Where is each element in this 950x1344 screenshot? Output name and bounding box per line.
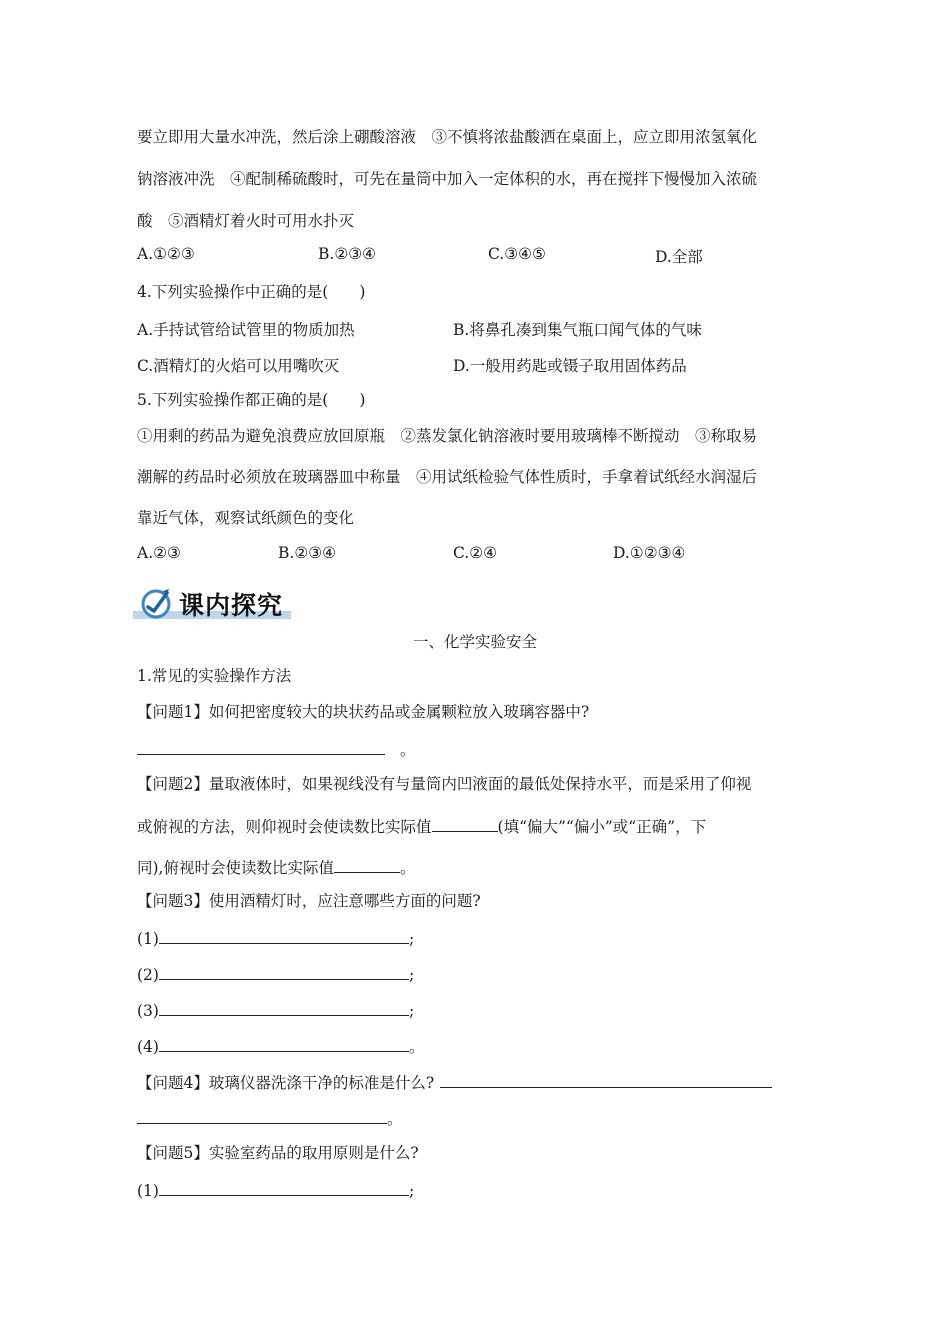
problem-2-line-3 [137, 856, 416, 878]
q3-text-1: 要立即用大量水冲洗，然后涂上硼酸溶液 ③不慎将浓盐酸洒在桌面上，应立即用浓氢氧化 [137, 128, 758, 146]
q3-option-b: B.②③④ [318, 245, 377, 263]
answer-blank[interactable] [137, 738, 385, 755]
problem-5-item-1 [137, 1179, 414, 1201]
q4-option-b: B.将鼻孔凑到集气瓶口闻气体的气味 [453, 321, 702, 339]
problem-2-text-2a: 或俯视的方法，则仰视时会使读数比实际值 [137, 818, 432, 836]
pencil-check-icon [139, 587, 173, 619]
q3-option-d: D.全部 [655, 248, 703, 266]
problem-2-text-2 [137, 815, 706, 837]
problem-3-label: 【问题3】使用酒精灯时，应注意哪些方面的问题? [137, 892, 481, 910]
q3-option-a: A.①②③ [137, 245, 195, 263]
item-number: (1) [137, 930, 159, 948]
problem-3-item-2 [137, 963, 414, 985]
punctuation: ; [408, 1002, 415, 1020]
section-banner [133, 583, 295, 623]
q3-line-1 [137, 127, 813, 147]
item-number: (4) [137, 1038, 159, 1056]
answer-blank[interactable] [440, 1071, 772, 1088]
problem-3-item-3 [137, 999, 414, 1021]
punctuation: 。 [399, 741, 416, 759]
problem-2-text-2b: (填“偏大”“偏小”或“正确”，下 [497, 818, 707, 836]
answer-blank[interactable] [159, 927, 409, 944]
q4-option-a: A.手持试管给试管里的物质加热 [137, 321, 355, 339]
punctuation: 。 [387, 1110, 403, 1128]
q5-option-c: C.②④ [453, 544, 498, 562]
problem-3-item-1 [137, 927, 414, 949]
problem-1-answer-line [137, 738, 415, 760]
q5-line-3: 靠近气体，观察试纸颜色的变化 [137, 509, 355, 527]
punctuation: ; [408, 1182, 415, 1200]
q5-line-1 [137, 426, 813, 446]
q5-option-b: B.②③④ [278, 544, 337, 562]
q4-option-c: C.酒精灯的火焰可以用嘴吹灭 [137, 357, 340, 375]
q5-stem: 5.下列实验操作都正确的是( ) [137, 391, 366, 409]
problem-4-line-1 [137, 1071, 772, 1093]
subsection-title: 1.常见的实验操作方法 [137, 667, 292, 685]
q5-text-2: 潮解的药品时必须放在玻璃器皿中称量 ④用试纸检验气体性质时，手拿着试纸经水润湿后 [137, 468, 758, 486]
answer-blank[interactable] [137, 1107, 387, 1124]
answer-blank-downward[interactable] [334, 856, 400, 873]
answer-blank-upward[interactable] [432, 815, 498, 832]
answer-blank[interactable] [159, 1179, 409, 1196]
answer-blank[interactable] [159, 999, 409, 1016]
q3-text-2: 钠溶液冲洗 ④配制稀硫酸时，可先在量筒中加入一定体积的水，再在搅拌下慢慢加入浓硫 [137, 170, 758, 188]
q3-line-2 [137, 169, 813, 189]
punctuation: 。 [408, 1038, 425, 1056]
problem-4-label: 【问题4】玻璃仪器洗涤干净的标准是什么? [137, 1074, 435, 1092]
item-number: (3) [137, 1002, 159, 1020]
q4-option-d: D.一般用药匙或镊子取用固体药品 [453, 357, 687, 375]
punctuation: ; [408, 966, 415, 984]
problem-2-text-3a: 同),俯视时会使读数比实际值 [137, 859, 334, 877]
problem-2-text-3b: 。 [399, 859, 416, 877]
problem-2-line-1 [137, 774, 813, 794]
q5-option-d: D.①②③④ [613, 544, 686, 562]
problem-3-item-4 [137, 1035, 424, 1057]
answer-blank[interactable] [159, 963, 409, 980]
q3-option-c: C.③④⑤ [488, 245, 546, 263]
problem-4-line-2 [137, 1107, 403, 1129]
q3-line-3: 酸 ⑤酒精灯着火时可用水扑灭 [137, 212, 355, 230]
item-number: (2) [137, 966, 159, 984]
q4-stem: 4.下列实验操作中正确的是( ) [137, 283, 366, 301]
problem-2-text-1: 【问题2】量取液体时，如果视线没有与量筒内凹液面的最低处保持水平，而是采用了仰视 [137, 775, 752, 793]
q5-option-a: A.②③ [137, 544, 181, 562]
banner-title: 课内探究 [179, 591, 284, 620]
problem-5-label: 【问题5】实验室药品的取用原则是什么? [137, 1144, 419, 1162]
q5-text-1: ①用剩的药品为避免浪费应放回原瓶 ②蒸发氯化钠溶液时要用玻璃棒不断搅动 ③称取易 [137, 427, 758, 445]
problem-2-line-2 [137, 815, 813, 837]
punctuation: ; [408, 930, 415, 948]
q5-line-2 [137, 467, 813, 487]
item-number: (1) [137, 1182, 159, 1200]
answer-blank[interactable] [159, 1035, 409, 1052]
problem-1-label: 【问题1】如何把密度较大的块状药品或金属颗粒放入玻璃容器中? [137, 703, 590, 721]
section-title: 一、化学实验安全 [412, 633, 537, 651]
